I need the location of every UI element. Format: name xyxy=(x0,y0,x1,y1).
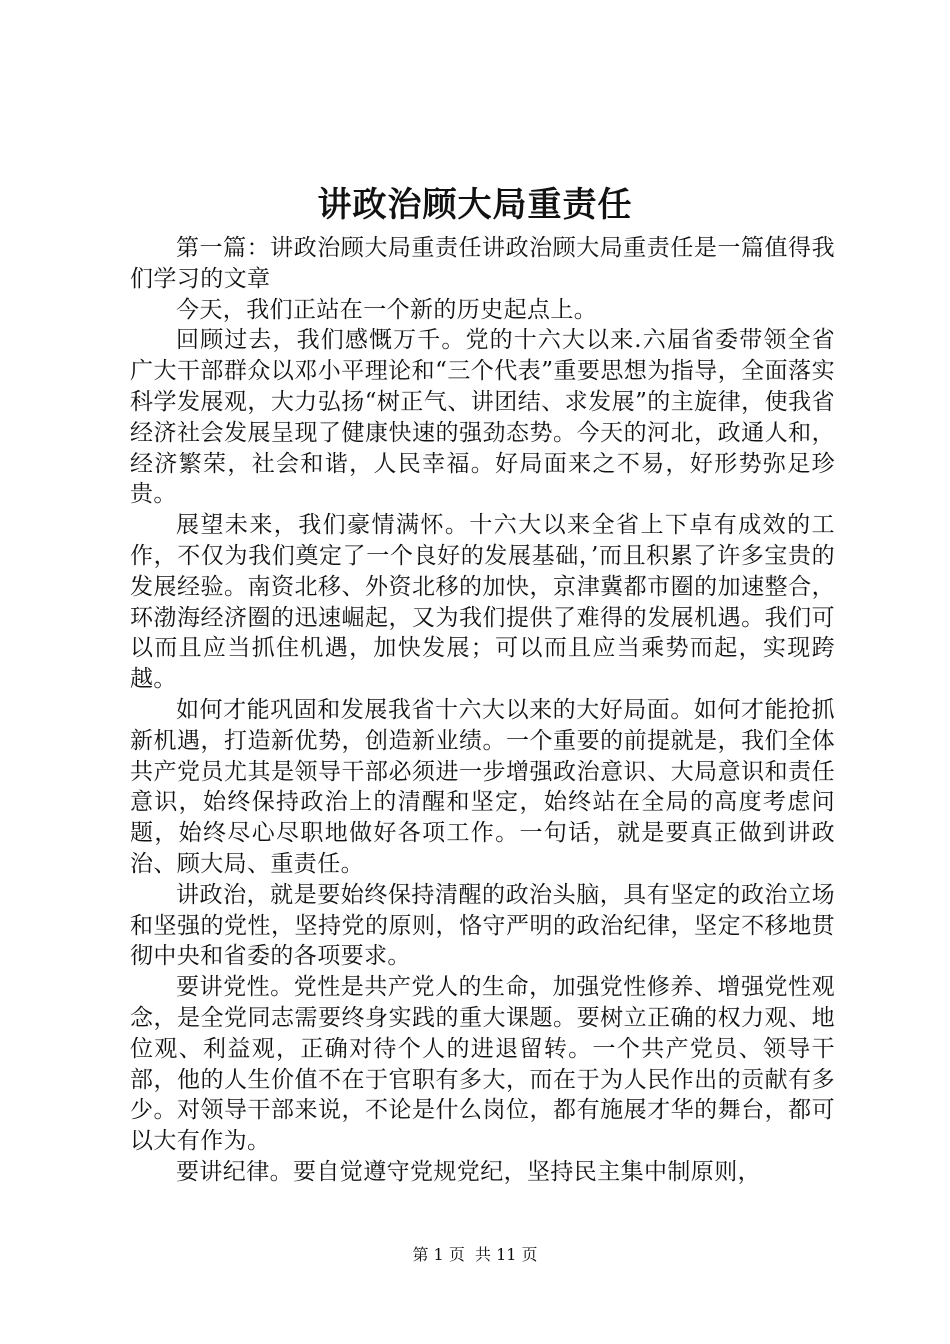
paragraph: 如何才能巩固和发展我省十六大以来的大好局面。如何才能抢抓新机遇，打造新优势，创造新业绩。一个重要的前提就是，我们全体共产党员尤其是领导干部必须进一步增强政治意识、大局意识和责任意识，始终保持政治上的清醒和坚定，始终站在全局的高度考虑问题，始终尽心尽职地做好各项工作。一句话，就是要真正做到讲政治、顾大局、重责任。 xyxy=(130,696,835,877)
paragraph: 要讲党性。党性是共产党人的生命，加强党性修养、增强党性观念，是全党同志需要终身实践的重大课题。要树立正确的权力观、地位观、利益观，正确对待个人的进退留转。一个共产党员、领导干部，他的人生价值不在于官职有多大，而在于为人民作出的贡献有多少。对领导干部来说，不论是什么岗位，都有施展才华的舞台，都可以大有作为。 xyxy=(130,974,835,1155)
document-title: 讲政治顾大局重责任 xyxy=(317,185,633,225)
paragraph: 第一篇：讲政治顾大局重责任讲政治顾大局重责任是一篇值得我们学习的文章 xyxy=(130,235,835,292)
paragraph: 展望未来，我们豪情满怀。十六大以来全省上下卓有成效的工作，不仅为我们奠定了一个良好的发展基础，’而且积累了许多宝贵的发展经验。南资北移、外资北移的加快，京津冀都市圈的加速整合，环渤海经济圈的迅速崛起，又为我们提供了难得的发展机遇。我们可以而且应当抓住机遇，加快发展；可以而且应当乘势而起，实现跨越。 xyxy=(130,512,835,693)
page-number-label: 第 1 页 共 11 页 xyxy=(412,1245,538,1264)
paragraph: 今天，我们正站在一个新的历史起点上。 xyxy=(176,296,598,323)
document-body xyxy=(130,233,835,1188)
page-footer xyxy=(0,1245,950,1265)
paragraph: 要讲纪律。要自觉遵守党规党纪，坚持民主集中制原则， xyxy=(176,1158,761,1185)
paragraph: 回顾过去，我们感慨万千。党的十六大以来.六届省委带领全省广大干部群众以邓小平理论和“三个代表”重要思想为指导，全面落实科学发展观，大力弘扬“树正气、讲团结、求发展”的主旋律，使我省经济社会发展呈现了健康快速的强劲态势。今天的河北，政通人和，经济繁荣，社会和谐，人民幸福。好局面来之不易，好形势弥足珍贵。 xyxy=(130,327,835,508)
paragraph: 讲政治，就是要始终保持清醒的政治头脑，具有坚定的政治立场和坚强的党性，坚持党的原则，恪守严明的政治纪律，坚定不移地贯彻中央和省委的各项要求。 xyxy=(130,881,835,970)
